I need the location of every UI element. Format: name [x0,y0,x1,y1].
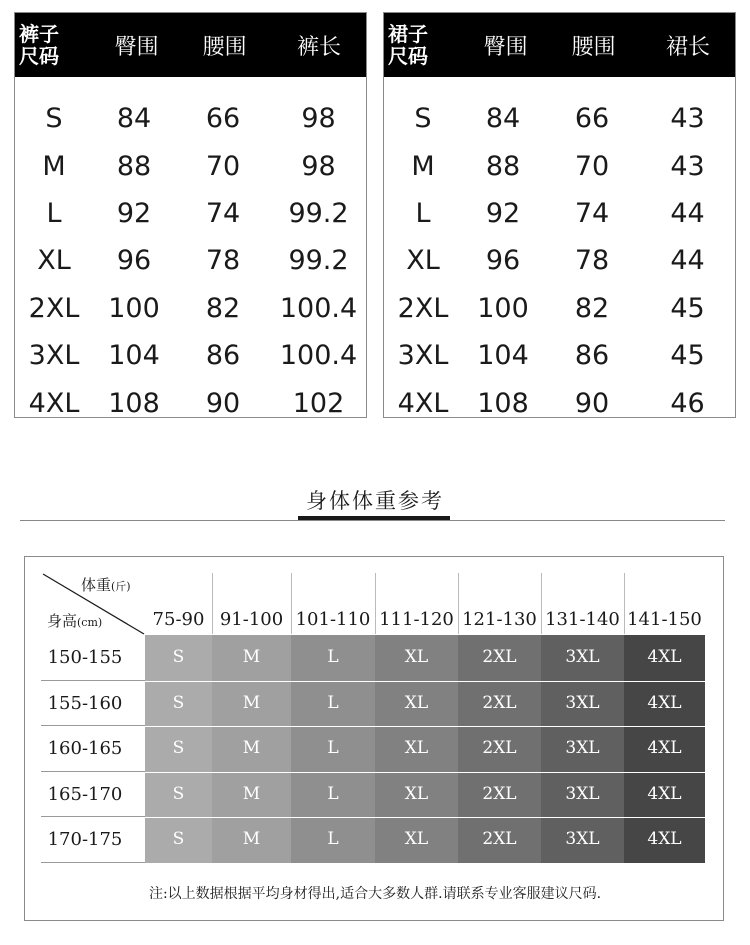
size-cell: M [242,738,261,759]
pants-cell: XL [37,245,71,277]
size-cell: M [242,647,261,667]
header-column-divider [624,573,625,634]
size-cell: XL [404,647,429,667]
size-cell: 2XL [482,647,517,667]
skirt-cell: 44 [670,197,705,229]
skirt-row [384,332,735,379]
skirt-cell: 44 [670,245,705,277]
header-column-divider [541,573,542,634]
corner-height-text: 身高 [47,612,78,630]
height-range-label: 160-165 [47,738,123,760]
size-cell: S [172,829,185,850]
pants-cell: 2XL [28,292,80,324]
size-cell: XL [404,692,429,713]
height-range-label: 170-175 [47,829,123,851]
pants-cell: 92 [116,197,152,229]
weight-reference-title: 身体体重参考 [306,489,444,513]
size-cell: 4XL [647,647,682,667]
skirt-cell: 3XL [397,340,449,372]
size-cell: 2XL [482,738,517,759]
pants-cell: 100.4 [279,292,358,324]
skirt-row [384,237,735,284]
size-cell: 3XL [565,647,600,667]
pants-cell: 108 [108,387,160,418]
row-divider [41,862,145,863]
pants-cell: 96 [116,245,152,277]
pants-cell: 66 [205,103,241,135]
weight-range-header: 141-150 [627,609,702,630]
skirt-header-cell: 腰围 [571,34,616,60]
title-underline [298,516,450,520]
size-cell: S [172,692,185,713]
title-divider [20,520,725,521]
pants-cell: 100.4 [279,340,358,372]
skirt-cell: 96 [485,245,521,277]
skirt-cell: M [411,150,435,182]
pants-cell: 100 [108,292,160,324]
skirt-cell: 86 [574,340,610,372]
weight-range-header: 101-110 [295,609,371,630]
skirt-header-line: 尺码 [388,44,428,68]
pants-header-cell [15,23,96,67]
pants-row [15,237,366,284]
weight-range-header: 75-90 [152,609,205,630]
height-range-label: 150-155 [47,647,123,668]
size-cell: S [172,738,185,759]
pants-cell: 3XL [28,340,80,372]
corner-height-label [47,610,102,631]
pants-cell: 86 [205,340,241,372]
corner-weight-label [81,574,131,595]
header-column-divider [458,573,459,634]
pants-cell: 99.2 [288,245,349,277]
skirt-cell: 108 [477,387,529,418]
skirt-body [384,77,735,418]
size-cell: XL [404,738,429,759]
skirt-cell: 74 [574,197,610,229]
skirt-cell: 66 [574,103,610,135]
size-cell: 3XL [565,738,600,759]
skirt-cell: XL [406,245,440,277]
pants-size-table [14,12,367,418]
skirt-header-line: 裙子 [388,22,428,46]
skirt-row [384,379,735,418]
pants-cell: 70 [205,150,241,182]
pants-body [15,77,366,418]
pants-header-cell: 臀围 [114,34,159,60]
pants-cell: 82 [205,292,241,324]
pants-row [15,142,366,189]
pants-cell: 104 [108,340,160,372]
pants-cell: S [45,103,63,135]
corner-weight-text: 体重 [81,576,112,594]
size-cell: S [172,783,185,804]
skirt-header-cell: 臀围 [483,34,528,60]
pants-cell: L [46,197,62,229]
skirt-cell: 45 [670,292,705,324]
pants-row [15,379,366,418]
skirt-cell: 78 [574,245,610,277]
corner-height-unit: (cm) [77,616,103,629]
size-cell: L [327,829,339,850]
skirt-cell: 104 [477,340,529,372]
skirt-header-cell: 裙长 [666,34,711,60]
pants-row [15,332,366,379]
size-cell: 2XL [482,783,517,804]
size-cell: L [327,647,339,667]
skirt-cell: 92 [485,197,521,229]
size-cell: XL [404,783,429,804]
pants-cell: 84 [116,103,152,135]
size-cell: 4XL [647,738,682,759]
skirt-row [384,142,735,189]
weight-range-header: 111-120 [379,609,454,630]
weight-reference-table [24,556,724,921]
weight-range-header: 91-100 [219,609,284,630]
height-range-label: 165-170 [47,783,123,805]
skirt-cell: S [414,103,432,135]
header-column-divider [212,573,213,634]
size-cell: M [242,783,261,804]
weight-range-header: 131-140 [545,609,620,630]
size-cell: M [242,692,261,713]
pants-row [15,95,366,142]
skirt-cell: 70 [574,150,610,182]
skirt-header-cell [384,23,465,67]
pants-cell: M [42,150,66,182]
skirt-header-row [384,13,735,77]
size-cell: 4XL [647,692,682,713]
skirt-row [384,285,735,332]
pants-cell: 102 [292,387,345,418]
skirt-cell: 45 [670,340,705,372]
size-cell: XL [404,829,429,850]
size-cell: 4XL [647,783,682,804]
weight-range-header: 121-130 [462,609,537,630]
corner-weight-unit: (斤) [111,580,131,593]
pants-row [15,285,366,332]
size-cell: L [327,738,339,759]
size-cell: 3XL [565,692,600,713]
size-cell: M [242,829,261,850]
pants-header-line: 裤子 [19,22,59,46]
height-range-label: 155-160 [47,692,123,714]
skirt-cell: 100 [477,292,529,324]
size-cell: 3XL [565,783,600,804]
skirt-cell: 4XL [397,387,449,418]
skirt-cell: 82 [574,292,610,324]
size-cell: 4XL [647,829,682,850]
skirt-row [384,190,735,237]
pants-cell: 78 [205,245,241,277]
pants-cell: 88 [116,150,152,182]
size-cell: 2XL [482,692,517,713]
pants-cell: 4XL [28,387,80,418]
header-column-divider [375,573,376,634]
disclaimer-note: 注:以上数据根据平均身材得出,适合大多数人群.请联系专业客服建议尺码. [148,886,602,902]
pants-header-cell: 腰围 [202,34,247,60]
size-cell: L [327,783,339,804]
skirt-cell: 84 [485,103,521,135]
skirt-cell: 43 [670,103,705,135]
size-cell: 2XL [482,829,517,850]
skirt-cell: 88 [485,150,521,182]
skirt-cell: 2XL [397,292,449,324]
pants-header-cell: 裤长 [297,34,342,60]
pants-header-line: 尺码 [19,44,59,68]
header-column-divider [291,573,292,634]
skirt-cell: 90 [574,387,610,418]
pants-cell: 98 [301,150,336,182]
skirt-cell: 46 [670,387,705,418]
pants-cell: 90 [205,387,241,418]
size-cell: 3XL [565,829,600,850]
size-cell: S [172,647,185,667]
skirt-cell: 43 [670,150,705,182]
skirt-cell: L [415,197,431,229]
skirt-row [384,95,735,142]
skirt-size-table [383,12,736,418]
pants-cell: 74 [205,197,241,229]
pants-cell: 99.2 [288,197,349,229]
pants-header-row [15,13,366,77]
size-cell: L [327,692,339,713]
pants-row [15,190,366,237]
pants-cell: 98 [301,103,336,135]
